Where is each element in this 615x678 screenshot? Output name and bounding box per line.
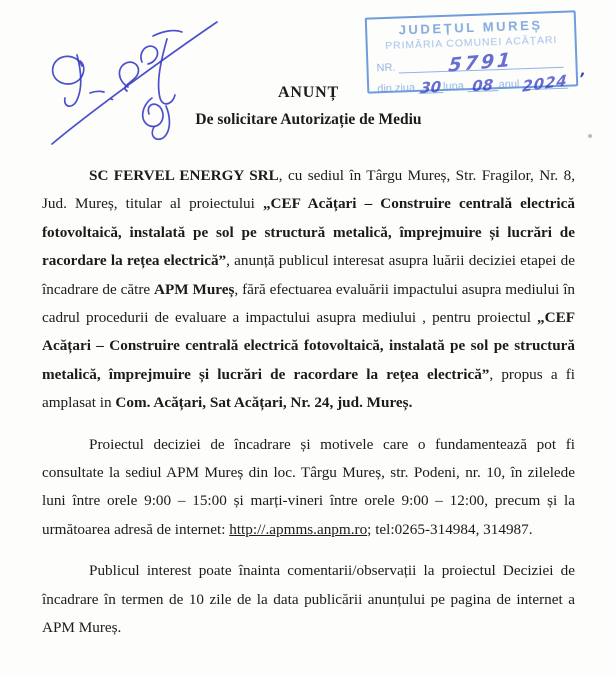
p2-consultation-text: Proiectul deciziei de încadrare și motivele care o fundamentează pot fi consultate la sediul APM Mureș din loc. Târgu Mureș, str. Podeni, nr. 10, în zilelede luni între orele 9:00 – 15:00 și marți-vineri între orele 9:00 – 12:00, precum și la următoarea adresă de internet: (42, 435, 575, 538)
p2-contact-text: ; tel:0265-314984, 314987. (367, 520, 533, 538)
stamp-county-name: JUDEȚUL MUREȘ (398, 17, 543, 38)
scan-artifact-dot (588, 134, 592, 138)
agency-name: APM Mureș (154, 280, 235, 298)
stamp-month-label: luna (442, 80, 465, 94)
company-name: SC FERVEL ENERGY SRL (89, 167, 279, 184)
paragraph-consultation-info (42, 431, 575, 545)
registration-stamp (365, 10, 587, 98)
stamp-month-handwritten-value: 08 (471, 75, 494, 96)
stamp-year-handwritten-value: 2024 (522, 71, 569, 96)
project-title-quote: „CEF Acățari – Construire centrală electrică fotovoltaică, instalată pe sol pe structură metalică, împrejmuire și lucrări de racordare la rețea electrică” (42, 195, 575, 270)
p1-location-lead-text: , propus a fi amplasat in (42, 365, 575, 412)
stamp-office-name: PRIMĂRIA COMUNEI ACĂȚARI (384, 34, 558, 53)
p1-procedure-text: , fără efectuarea evaluării impactului asupra mediului în cadrul procedurii de evaluare a impactului asupra mediului , pentru proiectul (42, 280, 576, 327)
apm-website-url: http://.apmms.anpm.ro (229, 520, 368, 538)
p3-comments-text: Publicul interest poate înainta comentarii/observații la proiectul Deciziei de încadrare în termen de 10 zile de la data publicării anunțului pe pagina de internet a APM Mureș. (42, 562, 575, 637)
p1-decision-text: , anunță publicul interesat asupra luării deciziei etapei de încadrare de către (42, 252, 575, 298)
stamp-day-handwritten-value: 30 (419, 77, 442, 98)
project-title-quote-repeat: „CEF Acățari – Construire centrală electrică fotovoltaică, instalată pe sol pe structură metalică, împrejmuire și lucrări de racordare la rețea electrică” (42, 309, 575, 383)
paragraph-public-comments (42, 557, 575, 642)
p1-intro-text: , cu sediul în Târgu Mureș, Str. Fragilor, Nr. 8, Jud. Mureș, titular al proiectului (42, 167, 575, 213)
signature-t-bar (153, 31, 182, 36)
page-subtitle: De solicitare Autorizație de Mediu (195, 111, 422, 128)
stamp-year-label: anul (498, 78, 520, 92)
project-location: Com. Acățari, Sat Acățari, Nr. 24, jud. Mureș. (115, 394, 413, 412)
signature-mid-loop-2 (141, 46, 158, 64)
stamp-day-label: din ziua (377, 81, 416, 96)
stamp-pen-tail-mark: , (580, 63, 587, 80)
paragraph-project-announcement (42, 162, 575, 418)
stamp-nr-handwritten-value: 5791 (447, 48, 515, 77)
page-title: ANUNȚ (278, 84, 339, 101)
stamp-nr-label: NR. (376, 61, 396, 75)
